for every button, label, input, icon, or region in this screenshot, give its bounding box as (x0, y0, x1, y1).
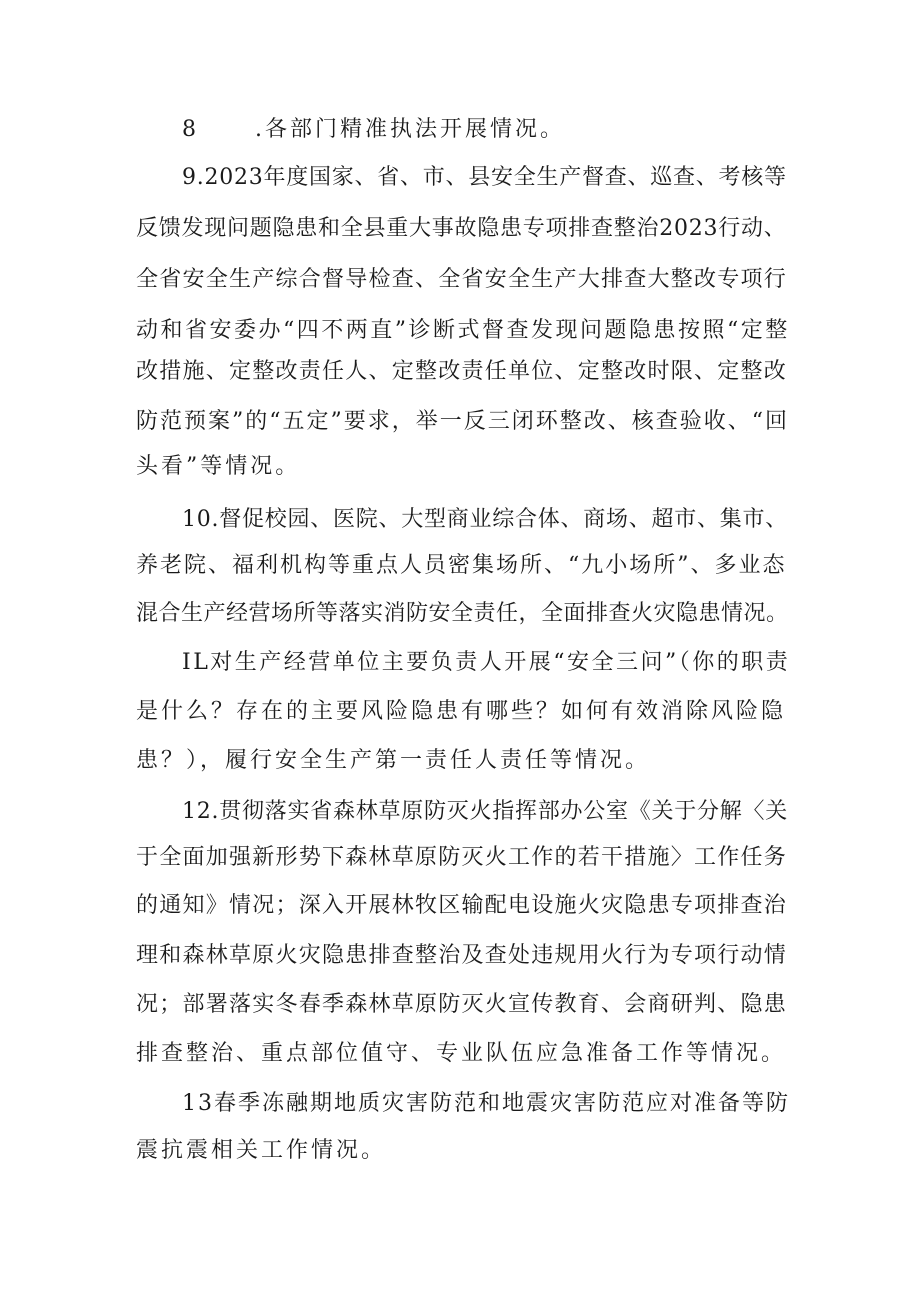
paragraph-item-10-line-3: 混合生产经营场所等落实消防安全责任，全面排查火灾隐患情况。 (136, 601, 789, 626)
paragraph-item-9-line-3: 全省安全生产综合督导检查、全省安全生产大排查大整改专项行 (136, 267, 788, 292)
paragraph-item-9-line-6: 防范预案”的“五定”要求，举一反三闭环整改、核查验收、“回 (136, 409, 789, 434)
paragraph-item-12-line-6: 排查整治、重点部位值守、专业队伍应急准备工作等情况。 (136, 1041, 787, 1066)
paragraph-item-9-line-1: 9.2023年度国家、省、市、县安全生产督查、巡查、考核等 (182, 165, 787, 190)
item-8-text: .各部门精准执法开展情况。 (255, 117, 565, 142)
paragraph-item-13-line-2: 震抗震相关工作情况。 (136, 1138, 387, 1163)
paragraph-item-12-line-5: 况；部署落实冬春季森林草原防灭火宣传教育、会商研判、隐患 (136, 992, 788, 1017)
paragraph-item-10-line-2: 养老院、福利机构等重点人员密集场所、“九小场所”、多业态 (136, 553, 787, 578)
paragraph-item-11-line-2: 是什么？存在的主要风险隐患有哪些？如何有效消除风险隐 (136, 699, 787, 724)
paragraph-item-9-line-2: 反馈发现问题隐患和全县重大事故隐患专项排查整治2023行动、 (136, 216, 787, 241)
paragraph-item-12-line-3: 的通知》情况；深入开展林牧区输配电设施火灾隐患专项排查治 (136, 893, 788, 918)
paragraph-item-13-line-1: 13春季冻融期地质灾害防范和地震灾害防范应对准备等防 (182, 1091, 790, 1116)
paragraph-item-8 (182, 115, 565, 145)
paragraph-item-11-line-1: IL对生产经营单位主要负责人开展“安全三问”（你的职责 (182, 650, 791, 675)
paragraph-item-11-line-3: 患？），履行安全生产第一责任人责任等情况。 (136, 748, 651, 773)
paragraph-item-12-line-1: 12.贯彻落实省森林草原防灭火指挥部办公室《关于分解〈关 (182, 799, 788, 824)
paragraph-item-12-line-2: 于全面加强新形势下森林草原防灭火工作的若干措施〉工作任务 (136, 845, 788, 870)
item-8-number: 8 (182, 117, 199, 142)
paragraph-item-9-line-5: 改措施、定整改责任人、定整改责任单位、定整改时限、定整改 (136, 359, 788, 384)
paragraph-item-9-line-4: 动和省安委办“四不两直”诊断式督查发现问题隐患按照“定整 (136, 318, 790, 343)
paragraph-item-9-line-7: 头看”等情况。 (136, 454, 301, 479)
paragraph-item-10-line-1: 10.督促校园、医院、大型商业综合体、商场、超市、集市、 (182, 507, 788, 532)
paragraph-item-12-line-4: 理和森林草原火灾隐患排查整治及查处违规用火行为专项行动情 (136, 943, 788, 968)
